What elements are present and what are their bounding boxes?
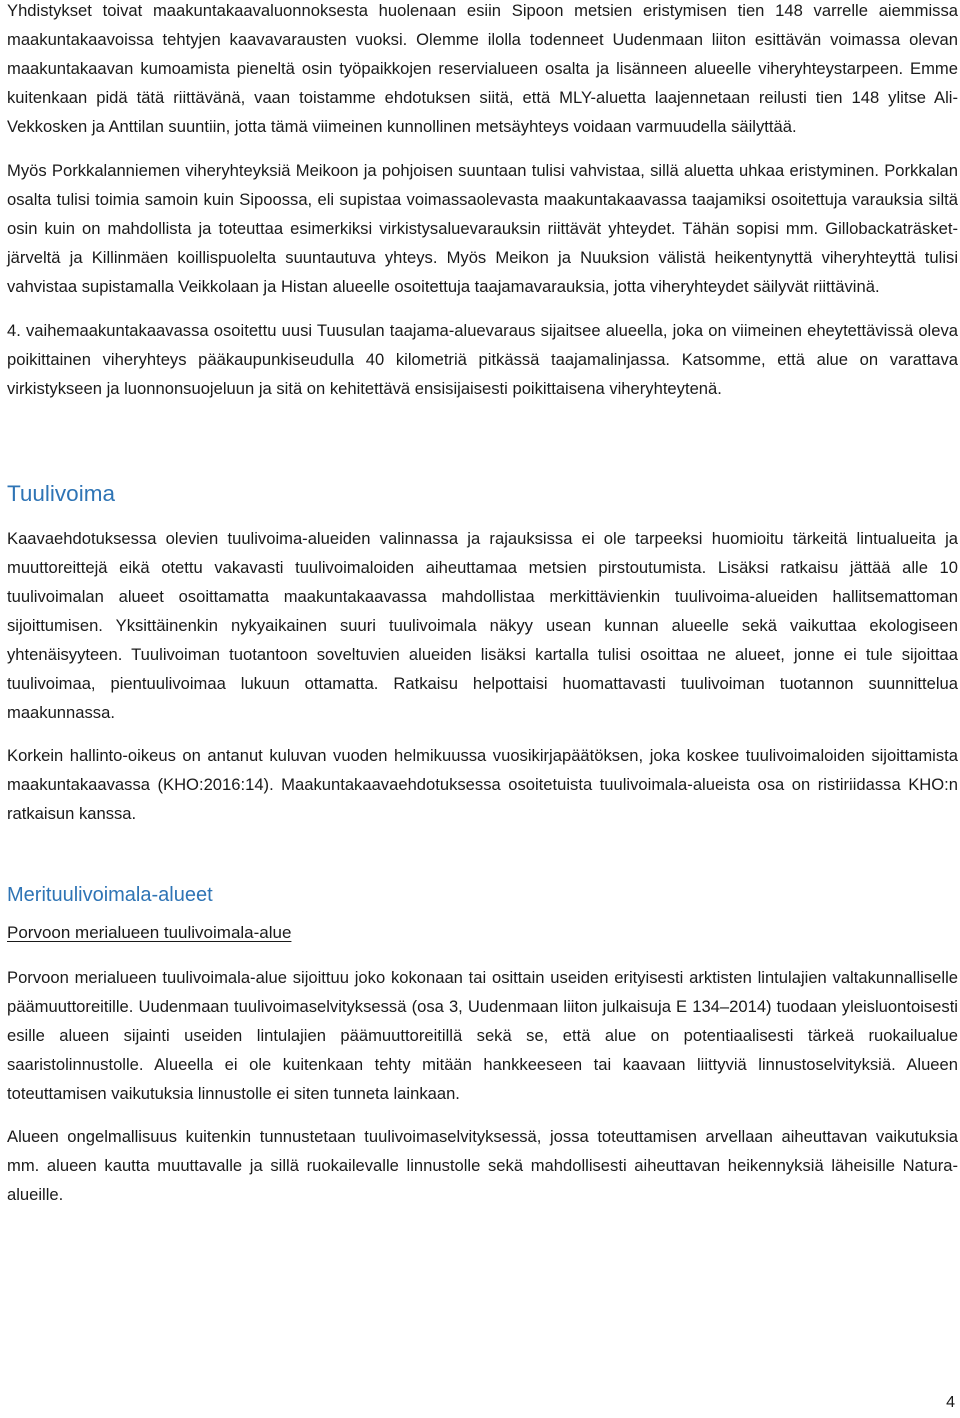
heading-tuulivoima: Tuulivoima — [7, 481, 115, 506]
heading-merituulivoimala: Merituulivoimala-alueet — [7, 884, 213, 906]
heading-porvoo-merialue: Porvoon merialueen tuulivoimala-alue — [7, 923, 292, 942]
paragraph-porkkala: Myös Porkkalanniemen viheryhteyksiä Meikoon ja pohjoisen suuntaan tulisi vahvistaa, sillä aluetta uhkaa eristyminen. Porkkalan osalta tulisi toimia samoin kuin Sipoossa, eli supistaa voimassaolevasta maakuntakaavassa taajamiksi osoitettuja varauksia siltä osin kuin on mahdollista ja toteuttaa esimerkiksi virkistysaluevarauksin riittävät yhteydet. Tähän sopisi mm. Gillobackaträsket-järveltä ja Killinmäen koillispuolelta suuntautuva yhteys. Myös Meikon ja Nuuksion välistä heikentynyttä viheryhteyttä tulisi vahvistaa supistamalla Veikkolaan ja Histan alueelle osoitettuja taajamavarauksia, jotta viheryhteydet säilyvät riittävinä. — [7, 161, 958, 296]
paragraph-kho-ruling: Korkein hallinto-oikeus on antanut kuluvan vuoden helmikuussa vuosikirjapäätöksen, joka koskee tuulivoimaloiden sijoittamista maakuntakaavassa (KHO:2016:14). Maakuntakaavaehdotuksessa osoitetuista tuulivoimala-alueista osa on ristiriidassa KHO:n ratkaisun kanssa. — [7, 746, 958, 823]
paragraph-sipoo-forests: Yhdistykset toivat maakuntakaavaluonnoksesta huolenaan esiin Sipoon metsien eristymisen tien 148 varrelle aiemmissa maakuntakaavoissa tehtyjen kaavavarausten vuoksi. Olemme ilolla todenneet Uudenmaan liiton esittävän voimassa olevan maakuntakaavan kumoamista pieneltä osin työpaikkojen reservialueen osalta ja lisänneen alueelle viheryhteystarpeen. Emme kuitenkaan pidä tätä riittävänä, vaan toistamme ehdotuksen siitä, että MLY-aluetta laajennetaan reilusti tien 148 ylitse Ali-Vekkosken ja Anttilan suuntiin, jotta tämä viimeinen kunnollinen metsäyhteys voidaan varmuudella säilyttää. — [7, 1, 958, 136]
document-page — [7, 0, 958, 1209]
paragraph-porvoo-migration: Porvoon merialueen tuulivoimala-alue sijoittuu joko kokonaan tai osittain useiden erityisesti arktisten lintulajien valtakunnalliselle päämuuttoreitille. Uudenmaan tuulivoimaselvityksessä (osa 3, Uudenmaan liiton julkaisuja E 134–2014) tuodaan yleisluontoisesti esille alueen sijainti useiden lintulajien päämuuttoreitillä sekä se, että alue on potentiaalisesti tärkeä ruokailualue saaristolinnustolle. Alueella ei ole kuitenkaan tehty mitään hankkeeseen tai kaavaan liittyviä linnustoselvityksiä. Alueen toteuttamisen vaikutuksia linnustolle ei siten tunneta lainkaan. — [7, 968, 958, 1103]
paragraph-porvoo-problems: Alueen ongelmallisuus kuitenkin tunnustetaan tuulivoimaselvityksessä, jossa toteuttamisen arvellaan aiheuttavan vaikutuksia mm. alueen kautta muuttavalle ja sillä ruokailevalle linnustolle sekä mahdollisesti aiheuttavan heikennyksiä läheisille Natura-alueille. — [7, 1127, 958, 1204]
paragraph-tuulivoima-areas: Kaavaehdotuksessa olevien tuulivoima-alueiden valinnassa ja rajauksissa ei ole tarpeeksi huomioitu tärkeitä lintualueita ja muuttoreittejä eikä otettu vakavasti tuulivoimaloiden aiheuttamaa metsien pirstoutumista. Lisäksi ratkaisu jättää alle 10 tuulivoimalan alueet osoittamatta maakuntakaavassa mahdollistaa merkittävienkin tuulivoima-alueiden hallitsemattoman sijoittumisen. Yksittäinenkin nykyaikainen suuri tuulivoimala näkyy usean kunnan alueelle sekä vaikuttaa ekologiseen yhtenäisyyteen. Tuulivoiman tuotantoon soveltuvien alueiden lisäksi kartalla tulisi osoittaa ne alueet, jonne ei tule sijoittaa tuulivoimaa, pientuulivoimaa lukuun ottamatta. Ratkaisu helpottaisi huomattavasti tuulivoiman tuotannon suunnittelua maakunnassa. — [7, 529, 958, 722]
page-number: 4 — [946, 1394, 955, 1411]
paragraph-tuusula: 4. vaihemaakuntakaavassa osoitettu uusi Tuusulan taajama-aluevaraus sijaitsee alueella, joka on viimeinen eheytettävissä oleva poikittainen viheryhteys pääkaupunkiseudulla 40 kilometriä pitkässä taajamalinjassa. Katsomme, että alue on varattava virkistykseen ja luonnonsuojeluun ja sitä on kehitettävä ensisijaisesti poikittaisena viheryhteytenä. — [7, 321, 958, 398]
